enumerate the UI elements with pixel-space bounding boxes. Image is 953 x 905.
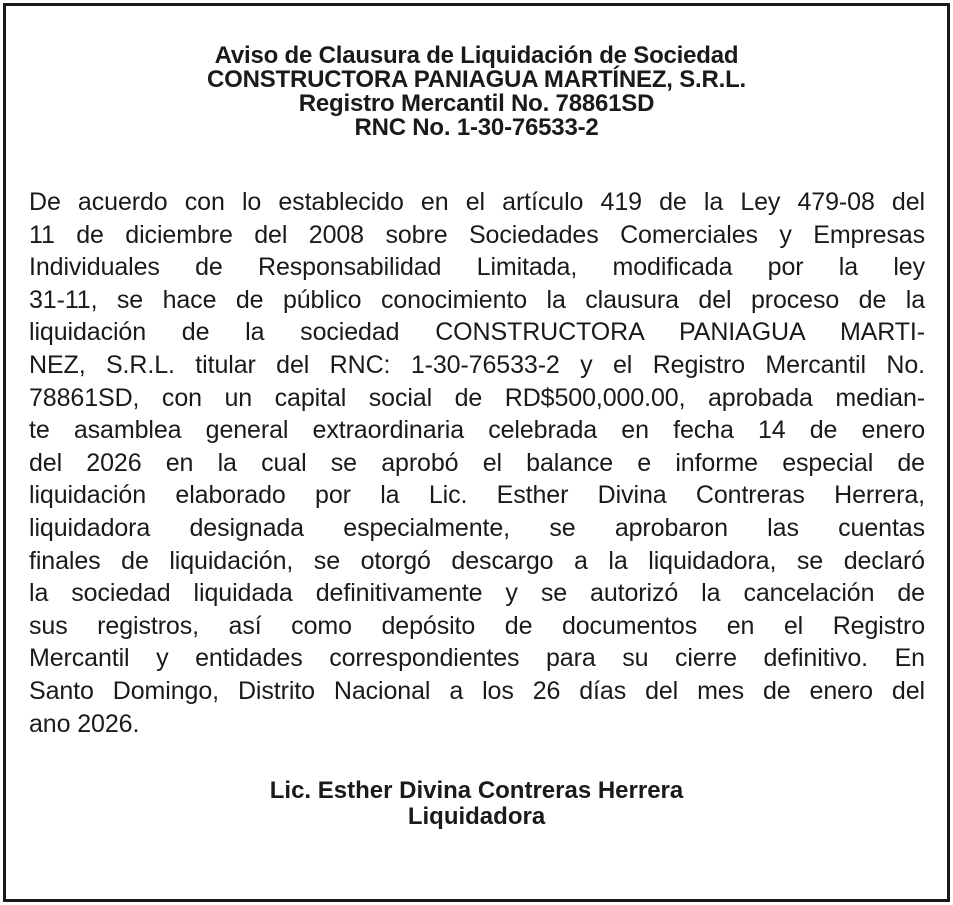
body-line: la sociedad liquidada definitivamente y se autorizó la cancelación de [29,579,925,608]
company-name: CONSTRUCTORA PANIAGUA MARTÍNEZ, S.R.L. [206,66,747,93]
body-line: Mercantil y entidades correspondientes para su cierre definitivo. En [29,644,925,673]
notice-body [29,186,925,740]
signatory-name: Lic. Esther Divina Contreras Herrera [269,777,684,805]
rnc-number: RNC No. 1-30-76533-2 [354,114,599,141]
legal-notice [3,3,950,902]
body-line: finales de liquidación, se otorgó descargo a la liquidadora, se declaró [29,546,925,575]
body-line: te asamblea general extraordinaria celebrada en fecha 14 de enero [29,416,925,445]
notice-header [6,44,947,140]
body-line: NEZ, S.R.L. titular del RNC: 1-30-76533-2 y el Registro Mercantil No. [29,350,925,379]
body-line: Individuales de Responsabilidad Limitada, modificada por la ley [29,253,925,282]
body-line: 31-11, se hace de público conocimiento la clausura del proceso de la [29,285,925,314]
mercantile-registry: Registro Mercantil No. 78861SD [298,90,655,117]
body-line: De acuerdo con lo establecido en el artículo 419 de la Ley 479-08 del [29,188,925,216]
body-line: 78861SD, con un capital social de RD$500,000.00, aprobada median- [29,383,925,412]
body-line: sus registros, así como depósito de documentos en el Registro [29,611,925,640]
body-line: ano 2026. [29,709,140,738]
signature-block [6,778,947,830]
body-line: 11 de diciembre del 2008 sobre Sociedades Comerciales y Empresas [29,220,925,249]
notice-title: Aviso de Clausura de Liquidación de Sociedad [214,42,739,69]
body-line: Santo Domingo, Distrito Nacional a los 26 días del mes de enero del [29,676,925,705]
body-line: liquidadora designada especialmente, se aprobaron las cuentas [29,513,925,542]
body-line: del 2026 en la cual se aprobó el balance e informe especial de [29,448,925,477]
body-line: liquidación de la sociedad CONSTRUCTORA PANIAGUA MARTI- [29,318,925,347]
body-line: liquidación elaborado por la Lic. Esther Divina Contreras Herrera, [29,481,925,510]
signatory-role: Liquidadora [407,803,546,831]
